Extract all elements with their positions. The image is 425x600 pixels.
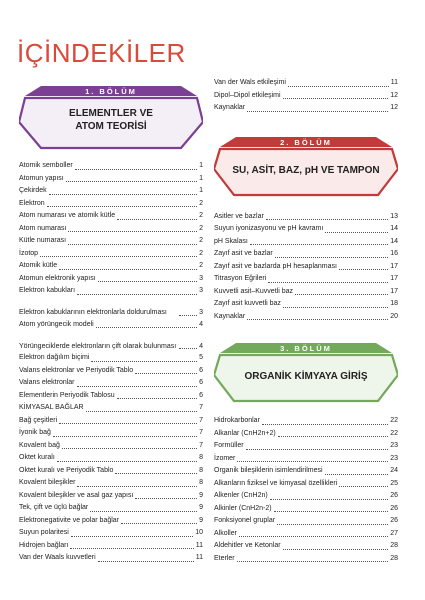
dot-leader [59,423,197,424]
toc-entry[interactable] [214,453,398,466]
toc-entry-title: Yörüngeciklerde elektronların çift olarak bulunması [19,342,177,350]
toc-entry[interactable] [19,427,203,440]
toc-entry-title: Zayıf asit ve bazlarda pH hesaplanması [214,262,337,270]
dot-leader [275,257,388,258]
toc-entry-title: Suyun iyonizasyonu ve pH kavramı [214,225,324,232]
chapter-2-banner [214,137,398,199]
dot-leader [68,231,197,232]
toc-entry-title: İzomer [214,454,236,462]
toc-entry[interactable] [214,102,398,115]
dot-leader [247,319,388,320]
chapter-3-label: 3. BÖLÜM [280,344,332,353]
toc-entry-title: Atomik kütle [19,262,58,269]
toc-entry[interactable] [19,235,203,248]
toc-entry[interactable] [19,440,203,453]
toc-entry-title: Van der Wals etkileşimi [214,79,286,86]
dot-leader [59,269,197,270]
dot-leader [117,219,197,220]
toc-entry[interactable] [19,465,203,478]
toc-entry-title: Kovalent bağ [19,441,60,449]
toc-entry-page: 1 [199,162,203,169]
toc-entry[interactable] [214,248,398,261]
toc-entry[interactable] [214,528,398,541]
toc-entry-title: Tek, çift ve üçlü bağlar [19,504,89,511]
toc-entry-page: 11 [195,541,203,549]
toc-entry-title: Bağ çeşitleri [19,416,58,424]
toc-entry[interactable] [19,390,203,403]
toc-entry-page: 8 [199,454,203,461]
chapter-1-continued-entries [214,77,398,115]
chapter-3-entries [214,415,398,565]
toc-entry-page: 8 [199,479,203,486]
toc-entry[interactable] [214,465,398,478]
toc-entry-page: 9 [199,516,203,524]
dot-leader [70,548,193,549]
toc-entry-page: 17 [390,287,398,295]
toc-entry-page: 22 [390,417,398,424]
toc-entry[interactable] [19,210,203,223]
toc-entry[interactable] [214,77,398,90]
toc-entry-page: 18 [390,300,398,307]
dot-leader [96,327,197,328]
dot-leader [91,361,197,362]
toc-entry[interactable] [214,478,398,491]
dot-leader [283,307,388,308]
toc-entry-title: Dipol–Dipol etkileşimi [214,91,281,99]
toc-entry-page: 2 [199,224,203,232]
toc-entry-page: 8 [199,466,203,474]
toc-entry[interactable] [19,298,203,319]
toc-entry[interactable] [19,502,203,515]
toc-entry-title: Atom numarası [19,224,67,232]
toc-entry[interactable] [214,273,398,286]
chapter-1-entries [19,160,203,565]
toc-entry-page: 16 [390,250,398,257]
toc-entry[interactable] [19,552,203,565]
toc-entry-page: 3 [199,309,203,316]
toc-entry[interactable] [214,223,398,236]
toc-entry-title: Çekirdek [19,187,47,194]
toc-entry[interactable] [19,477,203,490]
toc-entry[interactable] [19,415,203,428]
toc-entry-title: pH Skalası [214,237,248,245]
dot-leader [86,411,198,412]
toc-entry-page: 6 [199,391,203,399]
toc-entry-title: Fonksiyonel gruplar [214,517,276,524]
toc-entry[interactable] [19,365,203,378]
toc-entry-title: Zayıf asit ve bazlar [214,250,273,257]
toc-entry[interactable] [214,440,398,453]
toc-entry-page: 17 [390,262,398,270]
toc-entry-page: 9 [199,504,203,511]
chapter-3-title: ORGANİK KİMYAYA GİRİŞ [244,371,368,382]
dot-leader [262,424,388,425]
toc-entry-page: 9 [199,491,203,499]
toc-entry-page: 12 [390,104,398,111]
toc-entry-page: 26 [390,517,398,524]
toc-entry-title: Alkanların fiziksel ve kimyasal özellikleri [214,479,338,487]
toc-entry-page: 2 [199,237,203,244]
dot-leader [179,315,197,316]
dot-leader [239,536,388,537]
toc-entry[interactable] [214,428,398,441]
dot-leader [115,473,197,474]
toc-entry-title: Kuvvetli asit–Kuvvetli baz [214,287,293,295]
toc-entry[interactable] [214,490,398,503]
toc-entry-page: 12 [390,91,398,99]
dot-leader [62,448,197,449]
toc-entry-title: Kovalent bileşikler [19,479,76,486]
toc-entry-title: Van der Waals kuvvetleri [19,554,96,561]
toc-entry-page: 3 [199,287,203,294]
dot-leader [98,281,197,282]
toc-entry-page: 11 [195,554,203,561]
right-column [214,77,398,565]
dot-leader [295,294,388,295]
toc-entry-title: Asitler ve bazlar [214,212,264,220]
toc-entry[interactable] [19,377,203,390]
dot-leader [237,561,389,562]
toc-entry-page: 7 [199,416,203,424]
dot-leader [71,536,193,537]
toc-entry-title: Formüller [214,442,244,449]
toc-entry-title: Elektron kabuklarının elektronlarla doldurulması [19,309,167,316]
toc-entry-title: Kaynaklar [214,104,246,111]
toc-entry-page: 26 [390,492,398,499]
chapter-2-entries [214,211,398,324]
dot-leader [274,511,389,512]
toc-entry-page: 20 [390,312,398,320]
dot-leader [179,348,197,349]
chapter-1-banner [19,86,203,156]
toc-entry-page: 1 [199,187,203,194]
dot-leader [53,436,197,437]
dot-leader [246,449,389,450]
dot-leader [135,498,197,499]
toc-entry[interactable] [19,402,203,415]
toc-entry-title: Atomik semboller [19,162,73,169]
toc-entry-title: Kaynaklar [214,312,246,320]
dot-leader [40,256,197,257]
dot-leader [117,398,198,399]
dot-leader [250,244,388,245]
toc-entry-page: 28 [390,554,398,562]
dot-leader [77,486,197,487]
toc-entry-page: 14 [390,237,398,245]
toc-entry-title: Hidrojen bağları [19,541,69,549]
toc-entry-page: 7 [199,441,203,449]
toc-entry-page: 23 [390,454,398,462]
dot-leader [339,486,388,487]
toc-entry[interactable] [19,273,203,286]
toc-entry-page: 2 [199,262,203,269]
toc-entry-page: 7 [199,429,203,436]
toc-entry[interactable] [19,452,203,465]
toc-entry-page: 2 [199,212,203,219]
toc-entry[interactable] [19,185,203,198]
toc-entry-title: Titrasyon Eğrileri [214,275,267,282]
dot-leader [57,461,197,462]
dot-leader [135,373,197,374]
toc-entry-page: 13 [390,212,398,220]
toc-entry-page: 3 [199,274,203,282]
toc-entry[interactable] [214,236,398,249]
toc-entry-title: Atomun elektronik yapısı [19,274,96,282]
dot-leader [283,549,389,550]
toc-entry-page: 26 [390,504,398,512]
toc-entry[interactable] [214,311,398,324]
toc-entry-page: 23 [390,442,398,449]
toc-entry-title: Elektron kabukları [19,287,76,294]
chapter-2-title: SU, ASİT, BAZ, pH VE TAMPON [232,164,380,176]
toc-entry[interactable] [214,261,398,274]
toc-entry-title: İyonik bağ [19,429,51,436]
toc-entry-title: İzotop [19,249,39,257]
toc-entry-page: 4 [199,342,203,350]
dot-leader [90,511,197,512]
toc-entry-title: Elektron [19,199,45,207]
toc-entry-title: Aldehitler ve Ketonlar [214,542,281,549]
toc-entry[interactable] [214,286,398,299]
toc-entry[interactable] [214,211,398,224]
dot-leader [98,561,194,562]
dot-leader [268,282,388,283]
toc-entry-page: 22 [390,429,398,437]
toc-entry-page: 17 [390,275,398,282]
toc-entry[interactable] [19,223,203,236]
toc-entry[interactable] [214,90,398,103]
toc-entry[interactable] [214,540,398,553]
toc-entry-title: Organik bileşiklerin isimlendirilmesi [214,467,323,474]
dot-leader [121,523,197,524]
left-column [19,86,203,565]
toc-entry-title: Kovalent bileşikler ve asal gaz yapısı [19,491,134,499]
dot-leader [77,386,198,387]
toc-entry[interactable] [19,173,203,186]
dot-leader [278,436,389,437]
toc-entry-page: 10 [195,529,203,536]
toc-entry[interactable] [19,490,203,503]
toc-entry-title: Elektronegativite ve polar bağlar [19,516,120,524]
dot-leader [339,269,388,270]
toc-entry-page: 2 [199,199,203,207]
dot-leader [237,461,388,462]
toc-entry-title: Valans elektronlar [19,379,75,386]
toc-entry[interactable] [19,515,203,528]
toc-entry[interactable] [19,352,203,365]
toc-entry-page: 6 [199,366,203,374]
toc-entry-page: 7 [199,404,203,411]
toc-entry[interactable] [19,319,203,332]
toc-entry-title: Atom numarası ve atomik kütle [19,212,116,219]
toc-entry-title: Valans elektronlar ve Periyodik Tablo [19,366,134,374]
dot-leader [68,244,197,245]
toc-entry-page: 27 [390,529,398,537]
toc-entry-page: 24 [390,467,398,474]
dot-leader [247,111,388,112]
dot-leader [66,181,197,182]
toc-entry-page: 11 [390,79,398,86]
toc-entry-page: 5 [199,354,203,361]
dot-leader [288,86,389,87]
chapter-1-label: 1. BÖLÜM [85,87,137,96]
toc-entry[interactable] [19,248,203,261]
toc-entry-page: 1 [199,174,203,182]
chapter-1-title: ELEMENTLER VE ATOM TEORİSİ [69,108,153,132]
dot-leader [277,524,388,525]
dot-leader [283,98,389,99]
toc-entry-title: Atomun yapısı [19,174,64,182]
toc-entry-title: Atom yörüngecik modeli [19,320,94,328]
toc-entry-title: Eterler [214,554,235,562]
toc-entry-page: 28 [390,542,398,549]
toc-entry[interactable] [19,331,203,352]
toc-entry-title: Zayıf asit kuvvetli baz [214,300,281,307]
toc-entry-title: Alkanlar (CnH2n+2) [214,429,276,437]
toc-entry-title: Hidrokarbonlar [214,417,260,424]
toc-entry[interactable] [214,415,398,428]
toc-entry[interactable] [19,540,203,553]
toc-entry[interactable] [214,298,398,311]
dot-leader [270,499,389,500]
chapter-3-banner [214,343,398,405]
toc-entry[interactable] [214,553,398,566]
dot-leader [325,474,389,475]
toc-entry-page: 14 [390,225,398,232]
toc-entry-page: 2 [199,249,203,257]
toc-entry[interactable] [214,503,398,516]
toc-entry[interactable] [214,515,398,528]
toc-entry-page: 4 [199,320,203,328]
toc-entry-title: Elementlerin Periyodik Tablosu [19,391,115,399]
toc-entry-title: KİMYASAL BAĞLAR [19,404,84,411]
toc-entry-page: 25 [390,479,398,487]
dot-leader [77,294,197,295]
toc-entry-title: Oktet kuralı [19,454,55,461]
chapter-2-label: 2. BÖLÜM [280,137,332,147]
dot-leader [266,219,388,220]
toc-entry[interactable] [19,260,203,273]
toc-entry[interactable] [19,285,203,298]
toc-entry-page: 6 [199,379,203,386]
dot-leader [49,194,197,195]
toc-entry-title: Alkinler (CnH2n-2) [214,504,272,512]
page-title: İÇİNDEKİLER [17,38,186,68]
dot-leader [75,169,197,170]
dot-leader [325,232,388,233]
toc-entry[interactable] [19,160,203,173]
toc-entry[interactable] [19,198,203,211]
toc-entry-title: Kütle numarası [19,237,67,244]
toc-entry-title: Oktet kuralı ve Periyodik Tablo [19,466,114,474]
toc-entry[interactable] [19,527,203,540]
toc-entry-title: Elektron dağılım biçimi [19,354,90,361]
toc-entry-title: Alkoller [214,529,237,537]
toc-entry-title: Suyun polaritesi [19,529,69,536]
dot-leader [47,206,197,207]
toc-entry-title: Alkenler (CnH2n) [214,492,268,499]
